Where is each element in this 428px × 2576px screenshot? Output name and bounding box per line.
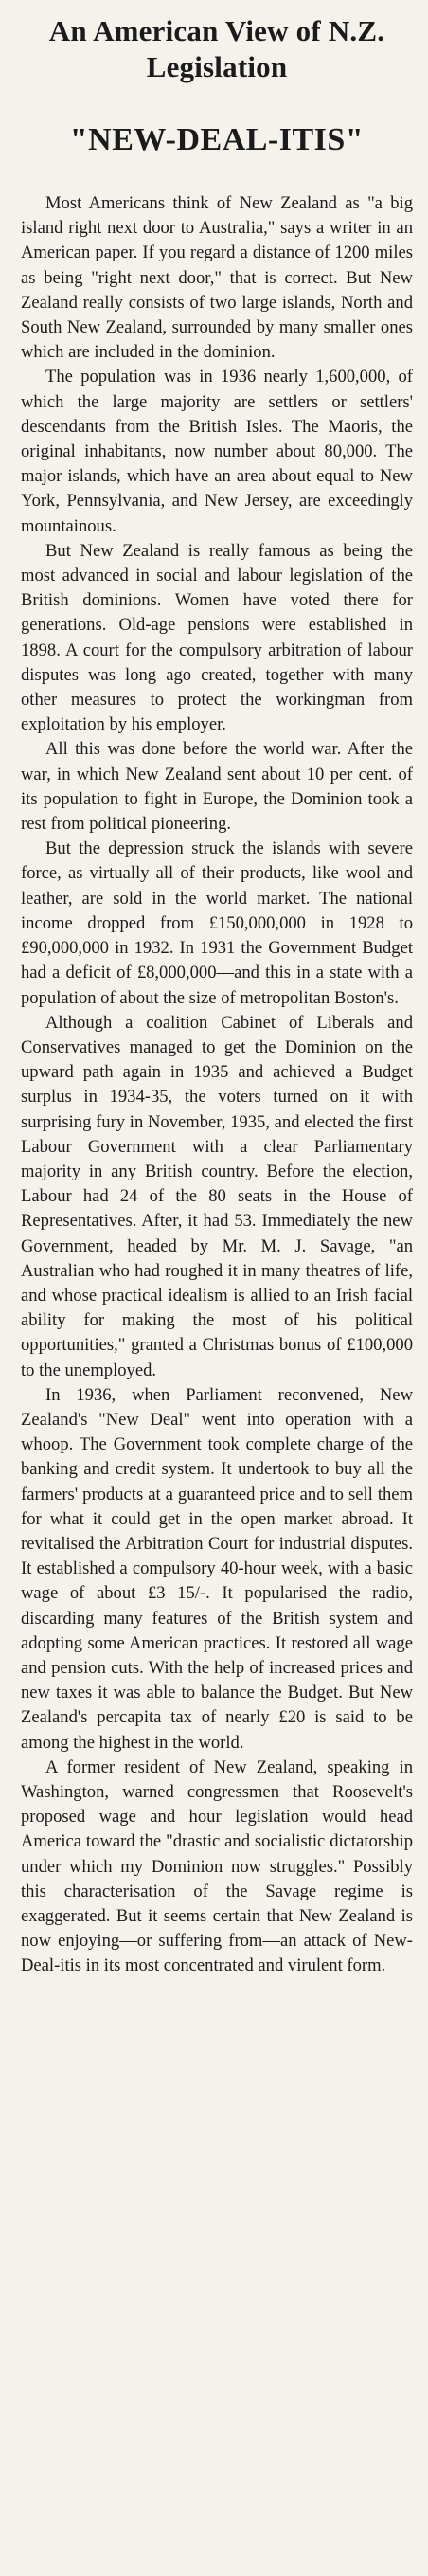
article-paragraph: But New Zealand is really famous as being the most advanced in social and labour legislation of the British dominions. Women have voted there for generations. Old-age pensions were established in 1898. A court for the compulsory arbitration of labour disputes was long ago created, together with many other measures to protect the workingman from exploitation by his employer. <box>21 540 413 735</box>
article-headline: An American View of N.Z. Legislation <box>48 14 385 83</box>
article-paragraph: The population was in 1936 nearly 1,600,000, of which the large majority are settlers or settlers' descendants from the British Isles. The Maoris, the original inhabitants, now number about 80,000. The major islands, which have an area about equal to New York, Pennsylvania, and New Jersey, are exceedingly mountainous. <box>21 367 413 536</box>
article-paragraph: All this was done before the world war. After the war, in which New Zealand sent about 10 per cent. of its population to fight in Europe, the Dominion took a rest from political pioneering. <box>21 739 413 835</box>
article-paragraph: In 1936, when Parliament reconvened, New Zealand's "New Deal" went into operation with a whoop. The Government took complete charge of the banking and credit system. It undertook to buy all the farmers' products at a guaranteed price and to sell them for what it could get in the open market abroad. It revitalised the Arbitration Court for industrial disputes. It established a compulsory 40-hour week, with a basic wage of about £3 15/-. It popularised the radio, discarding many features of the British system and adopting some American practices. It restored all wage and pension cuts. With the help of increased prices and new taxes it was able to balance the Budget. But New Zealand's percapita tax of nearly £20 is said to be among the highest in the world. <box>21 1384 413 1753</box>
article-paragraph: But the depression struck the islands with severe force, as virtually all of their products, like wool and leather, are sold in the world market. The national income dropped from £150,000,000 in 1928 to £90,000,000 in 1932. In 1931 the Government Budget had a deficit of £8,000,000—and this in a state with a population of about the size of metropolitan Boston's. <box>21 838 413 1008</box>
article-paragraph: Most Americans think of New Zealand as "a big island right next door to Australia," says a writer in an American paper. If you regard a distance of 1200 miles as being "right next door," that is correct. But New Zealand really consists of two large islands, North and South New Zealand, surrounded by many smaller ones which are included in the dominion. <box>21 193 413 363</box>
article-paragraph: A former resident of New Zealand, speaking in Washington, warned congressmen that Roosevelt's proposed wage and hour legislation would head America toward the "drastic and socialistic dictatorship under which my Dominion now struggles." Possibly this characterisation of the Savage regime is exaggerated. But it seems certain that New Zealand is now enjoying—or suffering from—an attack of New-Deal-itis in its most concentrated and virulent form. <box>21 1756 413 1976</box>
article-subheadline: "NEW-DEAL-ITIS" <box>69 122 365 157</box>
article-body <box>21 191 413 1979</box>
article-paragraph: Although a coalition Cabinet of Liberals and Conservatives managed to get the Dominion on the upward path again in 1935 and achieved a Budget surplus in 1934-35, the voters turned on it with surprising fury in November, 1935, and elected the first Labour Government with a clear Parliamentary majority in any British country. Before the election, Labour had 24 of the 80 seats in the House of Representatives. After, it had 53. Immediately the new Government, headed by Mr. M. J. Savage, "an Australian who had roughed it in many theatres of life, and whose practical idealism is allied to an Irish facial ability for making the most of his political opportunities," granted a Christmas bonus of £100,000 to the unemployed. <box>21 1012 413 1380</box>
